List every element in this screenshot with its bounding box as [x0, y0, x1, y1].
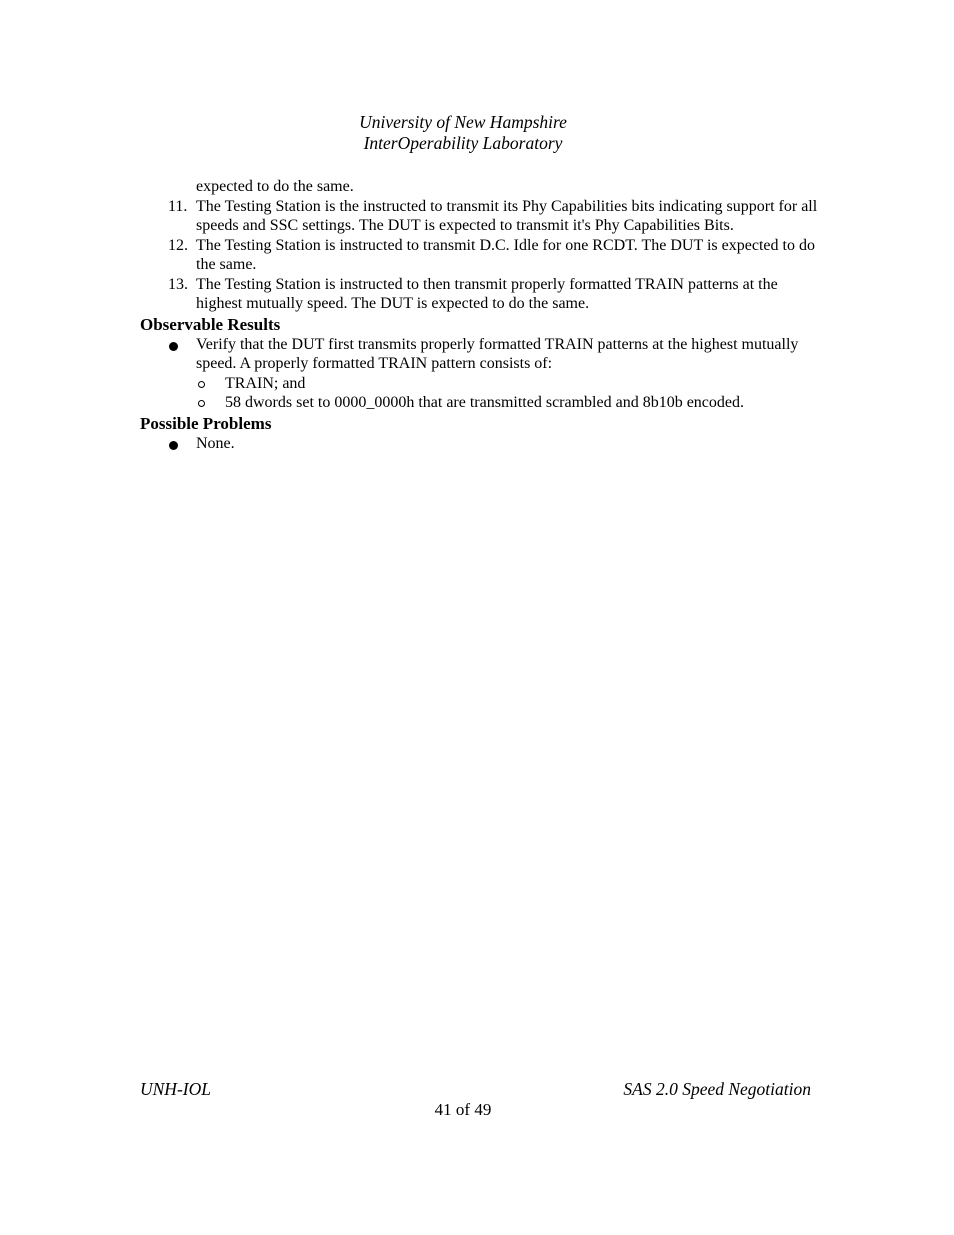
step-number: 12. — [168, 236, 188, 254]
procedure-step-13 — [140, 275, 820, 314]
bullet-dot-icon — [169, 441, 178, 450]
possible-problems-bullet — [140, 434, 820, 454]
sub-item-text: 58 dwords set to 0000_0000h that are transmitted scrambled and 8b10b encoded. — [225, 394, 744, 411]
possible-problems-heading: Possible Problems — [140, 413, 272, 433]
step-number: 11. — [168, 197, 188, 215]
bullet-dot-icon — [169, 342, 178, 351]
procedure-step-11 — [140, 197, 820, 236]
observable-results-heading: Observable Results — [140, 314, 281, 334]
step-number: 13. — [168, 275, 188, 293]
page-number: 41 of 49 — [434, 1100, 492, 1119]
step-text: The Testing Station is the instructed to transmit its Phy Capabilities bits indicating support for all speeds and SSC settings. The DUT is expected to transmit it's Phy Capabilities Bits. — [196, 197, 818, 234]
footer-document-title: SAS 2.0 Speed Negotiation — [623, 1079, 811, 1099]
observable-sub-item — [140, 374, 820, 394]
header-institution: University of New Hampshire — [359, 112, 567, 132]
sub-item-text: TRAIN; and — [225, 374, 306, 392]
bullet-text: Verify that the DUT first transmits properly formatted TRAIN patterns at the highest mutually speed. A properly formatted TRAIN pattern consists of: — [196, 335, 799, 372]
page-header — [0, 112, 926, 154]
procedure-step-12 — [140, 236, 820, 275]
hollow-bullet-icon — [198, 381, 205, 388]
step-text: The Testing Station is instructed to transmit D.C. Idle for one RCDT. The DUT is expected to do the same. — [196, 236, 815, 273]
observable-sub-item — [140, 393, 820, 413]
step-continuation: expected to do the same. — [196, 178, 354, 195]
observable-results-bullet — [140, 335, 820, 374]
bullet-text: None. — [196, 434, 235, 452]
document-body — [140, 177, 820, 453]
step-text: The Testing Station is instructed to then transmit properly formatted TRAIN patterns at the highest mutually speed. The DUT is expected to do the same. — [196, 275, 778, 312]
header-lab: InterOperability Laboratory — [363, 133, 563, 153]
hollow-bullet-icon — [198, 400, 205, 407]
footer-organization: UNH-IOL — [140, 1079, 211, 1099]
